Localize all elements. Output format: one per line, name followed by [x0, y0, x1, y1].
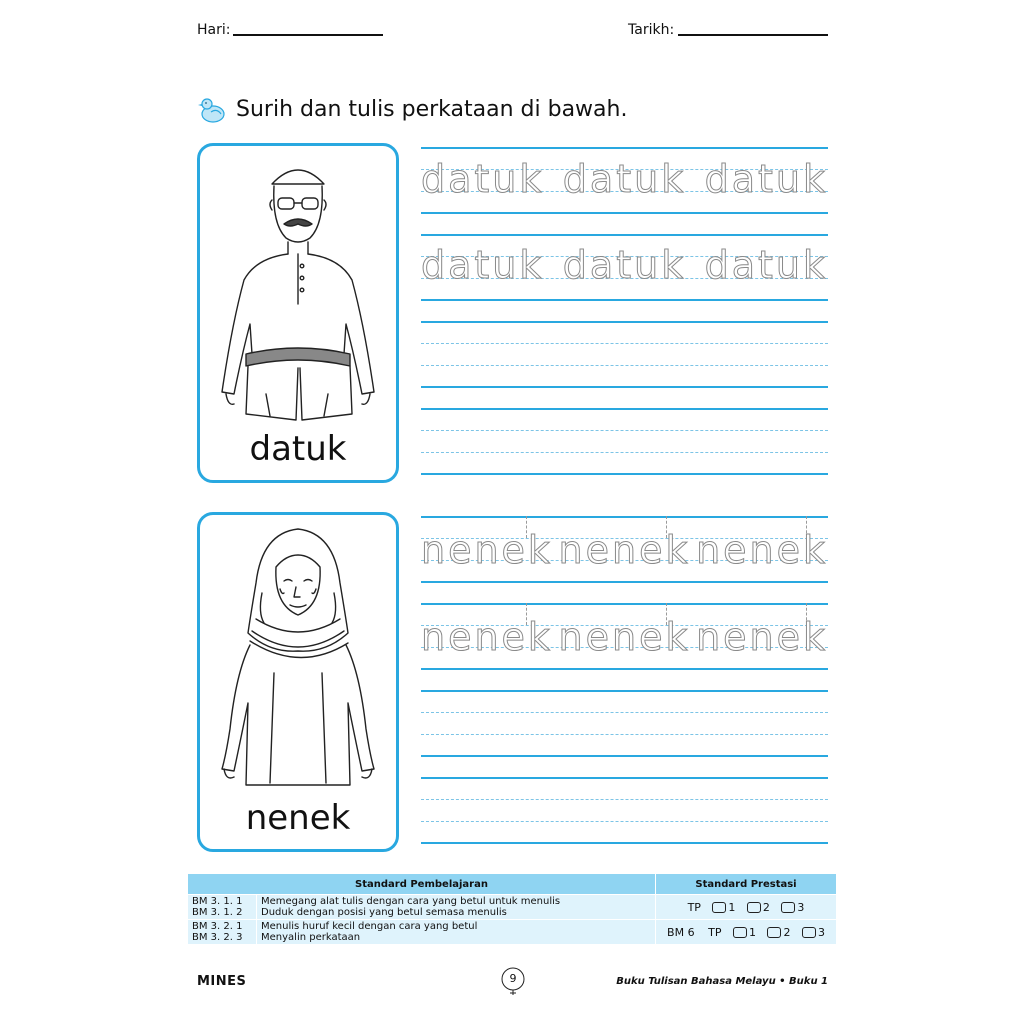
card-word-nenek: nenek	[245, 798, 351, 838]
achievement-standard-header: Standard Prestasi	[656, 874, 837, 895]
achievement-level: TP 1 2 3	[656, 895, 837, 920]
table-row	[188, 920, 837, 945]
level-checkbox[interactable]	[781, 902, 795, 913]
level-checkbox[interactable]	[767, 927, 781, 938]
writing-line	[421, 299, 828, 301]
trace-word: nenek	[421, 528, 553, 572]
level-checkbox[interactable]	[802, 927, 816, 938]
table-row	[188, 895, 837, 920]
standard-descriptions: Menulis huruf kecil dengan cara yang betul Menyalin perkataan	[257, 920, 656, 945]
writing-line	[421, 343, 828, 344]
writing-line	[421, 452, 828, 453]
trace-row	[421, 528, 828, 572]
writing-line	[421, 321, 828, 323]
writing-line	[421, 147, 828, 149]
book-title: Buku Tulisan Bahasa Melayu • Buku 1	[616, 976, 828, 987]
writing-line	[421, 581, 828, 583]
level-checkbox[interactable]	[712, 902, 726, 913]
writing-line	[421, 408, 828, 410]
date-label: Tarikh:	[628, 22, 675, 38]
writing-line	[421, 365, 828, 366]
grandmother-illustration	[210, 523, 386, 799]
brand-logo: MINES	[197, 974, 247, 989]
trace-word: nenek	[696, 528, 828, 572]
writing-line	[421, 430, 828, 431]
grandfather-illustration	[210, 154, 386, 434]
day-label: Hari:	[197, 22, 231, 38]
trace-row	[421, 615, 828, 659]
writing-line	[421, 212, 828, 214]
trace-word: datuk	[704, 243, 828, 287]
page-number: 9	[500, 966, 526, 992]
trace-word: datuk	[704, 157, 828, 201]
writing-line	[421, 734, 828, 735]
standard-codes: BM 3. 1. 1 BM 3. 1. 2	[188, 895, 257, 920]
picture-card-nenek	[197, 512, 399, 852]
writing-line	[421, 234, 828, 236]
writing-line	[421, 712, 828, 713]
trace-word: nenek	[696, 615, 828, 659]
trace-word: datuk	[562, 157, 687, 201]
writing-line	[421, 473, 828, 475]
learning-standard-header: Standard Pembelajaran	[188, 874, 656, 895]
trace-word: nenek	[558, 615, 691, 659]
trace-word: nenek	[558, 528, 691, 572]
bird-icon	[197, 95, 227, 125]
trace-row	[421, 157, 828, 201]
writing-line	[421, 799, 828, 800]
writing-line	[421, 755, 828, 757]
standard-codes: BM 3. 2. 1 BM 3. 2. 3	[188, 920, 257, 945]
trace-row	[421, 243, 828, 287]
level-checkbox[interactable]	[733, 927, 747, 938]
achievement-level: BM 6 TP 1 2 3	[656, 920, 837, 945]
writing-line	[421, 777, 828, 779]
writing-line	[421, 842, 828, 844]
standards-table	[187, 873, 837, 945]
trace-word: datuk	[562, 243, 687, 287]
standard-descriptions: Memegang alat tulis dengan cara yang betul untuk menulis Duduk dengan posisi yang betul semasa menulis	[257, 895, 656, 920]
date-input-line[interactable]	[678, 34, 828, 36]
picture-card-datuk	[197, 143, 399, 483]
level-checkbox[interactable]	[747, 902, 761, 913]
writing-line	[421, 386, 828, 388]
trace-word: datuk	[421, 243, 545, 287]
writing-line	[421, 821, 828, 822]
trace-word: datuk	[421, 157, 545, 201]
day-input-line[interactable]	[233, 34, 383, 36]
instruction-text: Surih dan tulis perkataan di bawah.	[236, 97, 628, 122]
writing-line	[421, 668, 828, 670]
writing-line	[421, 603, 828, 605]
writing-line	[421, 690, 828, 692]
card-word-datuk: datuk	[249, 429, 347, 469]
trace-word: nenek	[421, 615, 553, 659]
writing-line	[421, 516, 828, 518]
